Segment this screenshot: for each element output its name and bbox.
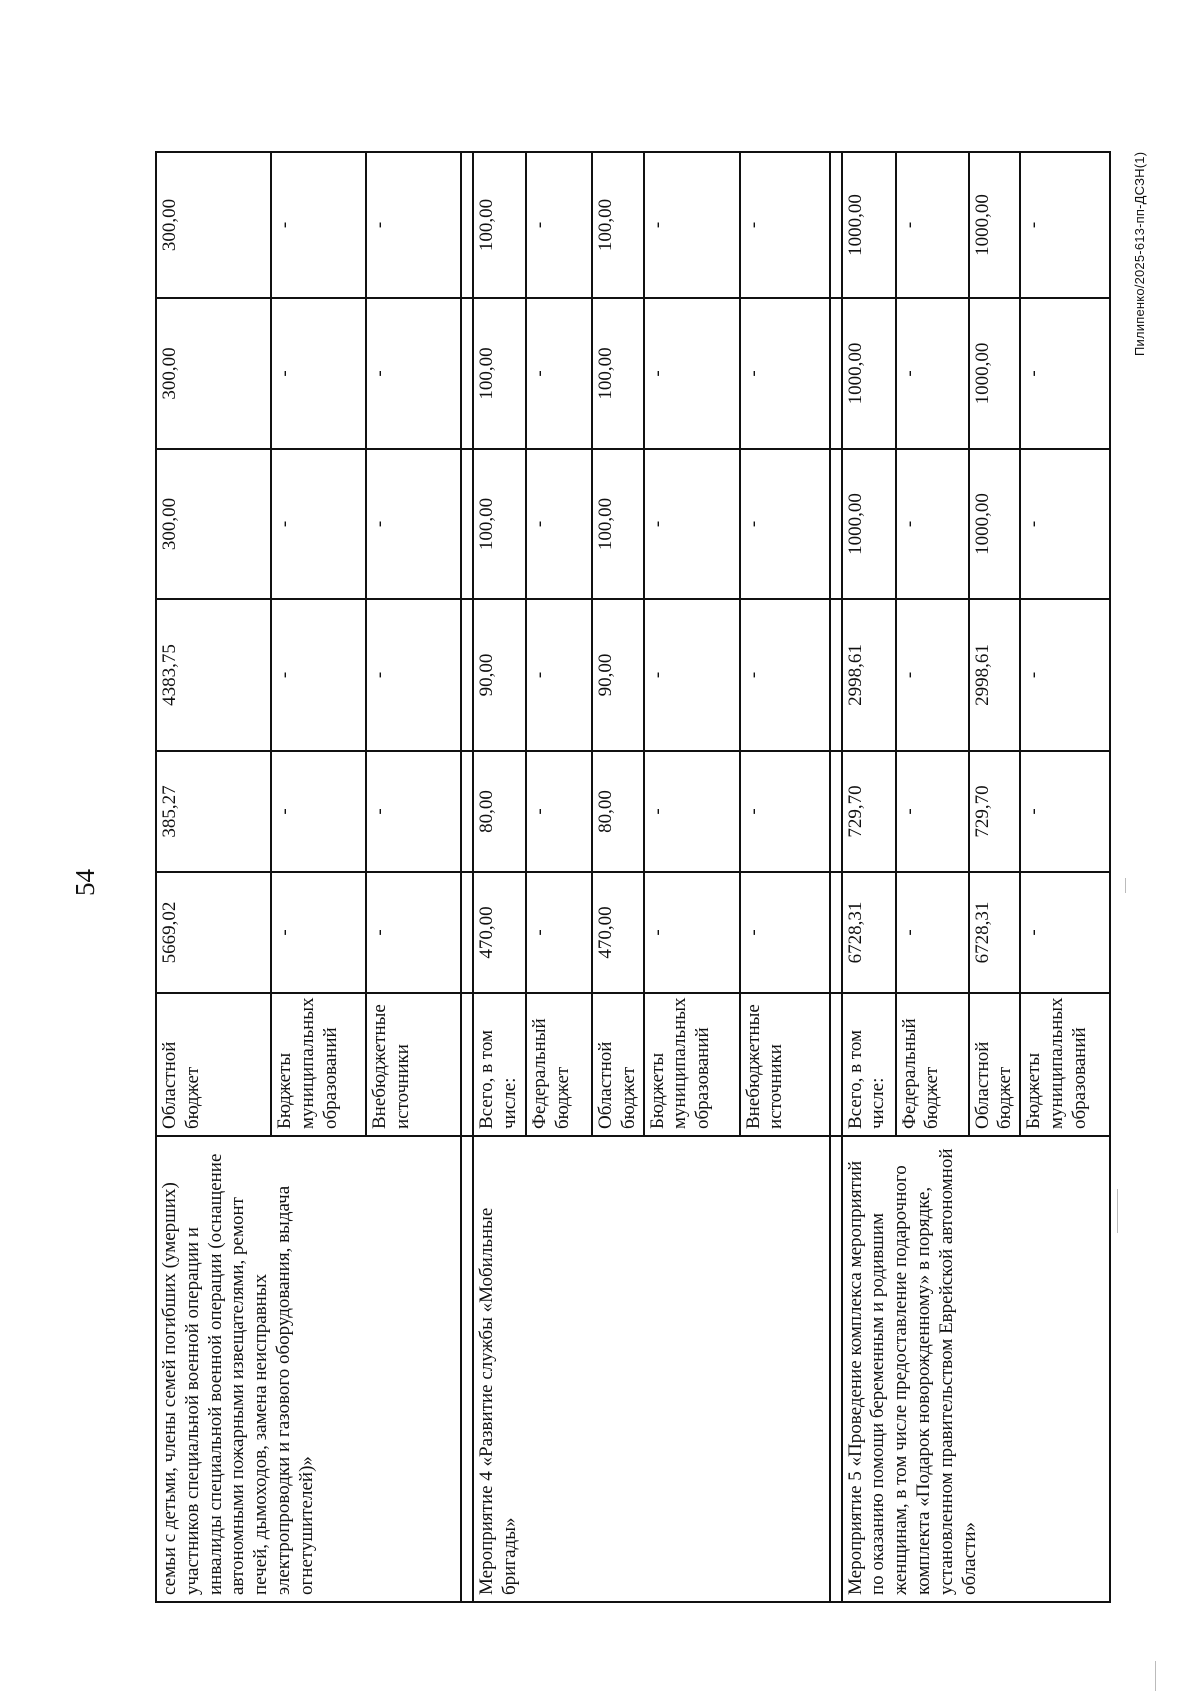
page-number: 54 — [70, 869, 100, 896]
amount-cell: 80,00 — [473, 751, 526, 872]
separator-cell — [830, 152, 842, 298]
amount-cell: - — [896, 298, 969, 449]
table-row — [156, 152, 271, 1602]
measure-description: Мероприятие 4 «Развитие службы «Мобильные бригады» — [473, 1136, 830, 1602]
amount-cell: 100,00 — [473, 152, 526, 298]
amount-cell: - — [366, 751, 461, 872]
amount-cell: 385,27 — [156, 751, 271, 872]
amount-cell: - — [526, 298, 592, 449]
amount-cell: - — [526, 152, 592, 298]
scan-artifact — [1155, 1661, 1156, 1691]
amount-cell: - — [644, 599, 740, 751]
amount-cell: - — [896, 599, 969, 751]
budget-table — [155, 151, 1111, 1603]
amount-cell: - — [740, 152, 830, 298]
amount-cell: - — [644, 449, 740, 599]
amount-cell: - — [1020, 751, 1110, 872]
amount-cell: - — [644, 298, 740, 449]
separator-row — [830, 152, 842, 1602]
amount-cell: - — [526, 599, 592, 751]
amount-cell: 100,00 — [592, 298, 644, 449]
amount-cell: 1000,00 — [969, 449, 1021, 599]
separator-cell — [830, 872, 842, 993]
amount-cell: 1000,00 — [969, 152, 1021, 298]
separator-cell — [830, 449, 842, 599]
funding-source: Всего, в том числе: — [842, 993, 896, 1136]
amount-cell: - — [271, 599, 366, 751]
table-body — [156, 152, 1110, 1602]
amount-cell: 90,00 — [592, 599, 644, 751]
funding-source: Федеральный бюджет — [526, 993, 592, 1136]
amount-cell: 2998,61 — [842, 599, 896, 751]
amount-cell: - — [896, 872, 969, 993]
amount-cell: - — [1020, 872, 1110, 993]
amount-cell: 1000,00 — [969, 298, 1021, 449]
amount-cell: - — [740, 872, 830, 993]
separator-cell — [461, 993, 473, 1136]
amount-cell: - — [1020, 599, 1110, 751]
amount-cell: - — [644, 751, 740, 872]
amount-cell: - — [271, 298, 366, 449]
scan-artifact — [1117, 1189, 1118, 1233]
amount-cell: 300,00 — [156, 152, 271, 298]
amount-cell: - — [366, 872, 461, 993]
amount-cell: 470,00 — [592, 872, 644, 993]
separator-cell — [830, 1136, 842, 1602]
amount-cell: - — [366, 599, 461, 751]
funding-source: Бюджеты муниципальных образований — [1020, 993, 1110, 1136]
amount-cell: 729,70 — [969, 751, 1021, 872]
table-row — [473, 152, 526, 1602]
amount-cell: 100,00 — [592, 449, 644, 599]
amount-cell: - — [740, 449, 830, 599]
amount-cell: - — [896, 751, 969, 872]
amount-cell: 4383,75 — [156, 599, 271, 751]
amount-cell: - — [896, 152, 969, 298]
amount-cell: - — [366, 449, 461, 599]
amount-cell: 6728,31 — [969, 872, 1021, 993]
amount-cell: - — [644, 152, 740, 298]
amount-cell: 90,00 — [473, 599, 526, 751]
amount-cell: 470,00 — [473, 872, 526, 993]
funding-source: Бюджеты муниципальных образований — [271, 993, 366, 1136]
separator-row — [461, 152, 473, 1602]
amount-cell: - — [644, 872, 740, 993]
amount-cell: 300,00 — [156, 298, 271, 449]
amount-cell: - — [526, 751, 592, 872]
funding-source: Областной бюджет — [969, 993, 1021, 1136]
separator-cell — [461, 449, 473, 599]
separator-cell — [461, 751, 473, 872]
amount-cell: - — [271, 152, 366, 298]
amount-cell: - — [271, 751, 366, 872]
funding-source: Областной бюджет — [592, 993, 644, 1136]
amount-cell: 2998,61 — [969, 599, 1021, 751]
amount-cell: 6728,31 — [842, 872, 896, 993]
amount-cell: - — [271, 872, 366, 993]
separator-cell — [461, 872, 473, 993]
funding-source: Всего, в том числе: — [473, 993, 526, 1136]
table-row — [842, 152, 896, 1602]
amount-cell: - — [526, 449, 592, 599]
amount-cell: - — [366, 298, 461, 449]
amount-cell: 5669,02 — [156, 872, 271, 993]
amount-cell: 100,00 — [592, 152, 644, 298]
amount-cell: - — [1020, 449, 1110, 599]
amount-cell: 1000,00 — [842, 152, 896, 298]
scan-artifact — [1125, 878, 1126, 893]
amount-cell: 100,00 — [473, 449, 526, 599]
measure-description: семьи с детьми, члены семей погибших (умерших) участников специальной военной операции и инвалиды специальной военной операции (оснащение автономными пожарными извещателями, ремонт печей, дымоходов, замена неисправных электропроводки и газового оборудования, выдача огнетушителей)» — [156, 1136, 461, 1602]
amount-cell: 300,00 — [156, 449, 271, 599]
amount-cell: - — [1020, 298, 1110, 449]
amount-cell: - — [896, 449, 969, 599]
amount-cell: 100,00 — [473, 298, 526, 449]
funding-source: Внебюджетные источники — [366, 993, 461, 1136]
amount-cell: 729,70 — [842, 751, 896, 872]
amount-cell: - — [366, 152, 461, 298]
funding-source: Областной бюджет — [156, 993, 271, 1136]
amount-cell: - — [740, 298, 830, 449]
amount-cell: - — [526, 872, 592, 993]
separator-cell — [461, 152, 473, 298]
amount-cell: 80,00 — [592, 751, 644, 872]
separator-cell — [830, 298, 842, 449]
separator-cell — [830, 599, 842, 751]
funding-source: Бюджеты муниципальных образований — [644, 993, 740, 1136]
amount-cell: 1000,00 — [842, 298, 896, 449]
separator-cell — [461, 298, 473, 449]
separator-cell — [830, 751, 842, 872]
amount-cell: - — [271, 449, 366, 599]
separator-cell — [461, 1136, 473, 1602]
amount-cell: - — [1020, 152, 1110, 298]
measure-description: Мероприятие 5 «Проведение комплекса мероприятий по оказанию помощи беременным и родившим женщинам, в том числе предоставление подарочного комплекта «Подарок новорожденному» в порядке, установленном правительством Еврейской автономной области» — [842, 1136, 1111, 1602]
separator-cell — [461, 599, 473, 751]
document-code: Пилипенко/2025-613-пп-ДСЗН(1) — [1132, 151, 1147, 356]
amount-cell: 1000,00 — [842, 449, 896, 599]
amount-cell: - — [740, 599, 830, 751]
separator-cell — [830, 993, 842, 1136]
funding-source: Федеральный бюджет — [896, 993, 969, 1136]
amount-cell: - — [740, 751, 830, 872]
funding-source: Внебюджетные источники — [740, 993, 830, 1136]
